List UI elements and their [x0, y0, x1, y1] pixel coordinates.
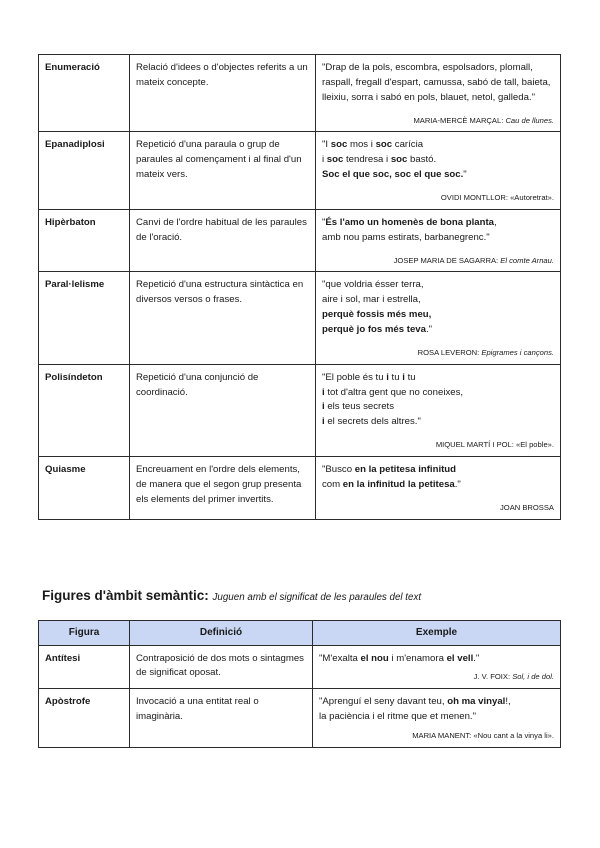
example-quote — [319, 695, 554, 725]
author-name: JOSEP MARIA DE SAGARRA: — [393, 255, 499, 265]
figure-example — [316, 364, 561, 456]
header-exemple: Exemple — [313, 621, 561, 646]
figure-definition: Relació d'idees o d'objectes referits a un mateix concepte. — [130, 55, 316, 132]
figure-definition: Encreuament en l'ordre dels elements, de manera que el segon grup presenta els elements del primer invertits. — [130, 457, 316, 520]
quote-segment: ." — [425, 324, 433, 336]
quote-segment: soc — [330, 139, 348, 151]
quote-segment: " — [322, 216, 326, 228]
quote-segment: i — [402, 371, 405, 383]
author-name: MARIA MANENT: «Nou cant a la vinya li». — [412, 730, 554, 740]
figure-example — [316, 132, 561, 209]
quote-segment: perquè jo fos més teva — [322, 324, 426, 336]
table-row — [39, 645, 561, 689]
figure-definition: Canvi de l'ordre habitual de les paraules de l'oració. — [130, 209, 316, 272]
header-definicio: Definició — [130, 621, 313, 646]
work-title: Cau de llunes. — [505, 115, 554, 125]
example-quote — [322, 138, 554, 183]
quote-segment: tot d'altra gent que no coneixes, — [324, 386, 464, 398]
figure-term: Apòstrofe — [39, 689, 130, 748]
example-author — [319, 672, 554, 682]
figure-example — [316, 209, 561, 272]
figure-definition: Repetició d'una conjunció de coordinació. — [130, 364, 316, 456]
author-name: JOAN BROSSA — [499, 502, 554, 512]
example-author — [322, 193, 554, 203]
author-name: MARIA-MERCÈ MARÇAL: — [413, 115, 504, 125]
quote-segment: i — [322, 416, 325, 428]
quote-segment: el nou — [360, 652, 389, 664]
example-quote — [322, 216, 554, 246]
figure-example — [316, 457, 561, 520]
quote-segment: soc — [326, 154, 344, 166]
quote-segment: soc — [375, 139, 393, 151]
example-quote — [322, 371, 554, 430]
example-quote — [322, 61, 554, 106]
section-subtitle: Juguen amb el significat de les paraules del text — [212, 592, 422, 603]
quote-segment: la paciència i el ritme que et menen." — [319, 711, 476, 723]
quote-segment: " — [463, 169, 467, 181]
quote-segment: els teus secrets — [324, 401, 394, 413]
example-author — [322, 348, 554, 358]
figures-table — [38, 54, 561, 520]
quote-segment: ." — [454, 478, 461, 490]
quote-segment: carícia — [392, 139, 424, 151]
author-name: ROSA LEVERON: — [417, 347, 480, 357]
quote-segment: oh ma vinyal — [447, 696, 506, 708]
example-author — [322, 503, 554, 513]
work-title: Epigrames i cançons. — [481, 347, 554, 357]
quote-segment: i — [322, 386, 325, 398]
example-quote — [322, 463, 554, 493]
semantic-figures-table — [38, 620, 561, 748]
author-name: MIQUEL MARTÍ I POL: «El poble». — [435, 440, 554, 450]
figure-term: Quiasme — [39, 457, 130, 520]
quote-segment: perquè fossis més meu, — [322, 309, 432, 321]
figure-term: Enumeració — [39, 55, 130, 132]
quote-segment: i m'enamora — [388, 652, 447, 664]
example-quote — [322, 278, 554, 337]
author-name: OVIDI MONTLLOR: «Autoretrat». — [440, 193, 554, 203]
quote-segment: "Aprenguí el seny davant teu, — [319, 696, 448, 708]
table-row — [39, 209, 561, 272]
quote-segment: amb nou pams estirats, barbanegrenc." — [322, 231, 490, 243]
figure-example — [313, 645, 561, 689]
quote-segment: tendresa i — [343, 154, 391, 166]
quote-segment: "I — [322, 139, 331, 151]
example-quote — [319, 652, 554, 667]
figure-definition: Invocació a una entitat real o imaginària. — [130, 689, 313, 748]
table-row — [39, 55, 561, 132]
table-row — [39, 689, 561, 748]
example-author — [319, 731, 554, 741]
work-title: Sol, i de dol. — [512, 672, 554, 682]
figure-example — [313, 689, 561, 748]
quote-segment: "que voldria ésser terra, — [322, 279, 424, 291]
quote-segment: i — [322, 401, 325, 413]
table-row — [39, 457, 561, 520]
quote-segment: en la petitesa infinitud — [354, 464, 457, 476]
figure-term: Paral·lelisme — [39, 272, 130, 364]
work-title: El comte Arnau. — [500, 255, 554, 265]
figure-term: Hipèrbaton — [39, 209, 130, 272]
quote-segment: "M'exalta — [319, 652, 361, 664]
section-title: Figures d'àmbit semàntic: — [42, 588, 209, 603]
quote-segment: !, — [505, 696, 511, 708]
quote-segment: mos i — [347, 139, 376, 151]
quote-segment: i — [386, 371, 389, 383]
quote-segment: el vell — [446, 652, 474, 664]
quote-segment: "El poble és tu — [322, 371, 387, 383]
quote-segment: tu — [388, 371, 403, 383]
quote-segment: "Busco — [322, 464, 355, 476]
author-name: J. V. FOIX: — [473, 672, 511, 682]
figure-term: Polisíndeton — [39, 364, 130, 456]
figure-term: Epanadiplosi — [39, 132, 130, 209]
figure-term: Antítesi — [39, 645, 130, 689]
quote-segment: el secrets dels altres." — [324, 416, 421, 428]
example-author — [322, 256, 554, 266]
quote-segment: com — [322, 478, 343, 490]
table-header-row — [39, 621, 561, 646]
example-author — [322, 440, 554, 450]
quote-segment: i — [322, 154, 327, 166]
figure-example — [316, 272, 561, 364]
quote-segment: aire i sol, mar i estrella, — [322, 294, 421, 306]
quote-segment: És l'amo un homenès de bona planta — [325, 216, 495, 228]
figure-definition: Contraposició de dos mots o sintagmes de significat oposat. — [130, 645, 313, 689]
section-heading — [42, 588, 421, 603]
quote-segment: tu — [404, 371, 416, 383]
table-row — [39, 132, 561, 209]
quote-segment: bastó. — [407, 154, 437, 166]
quote-segment: ." — [473, 652, 480, 664]
example-author — [322, 116, 554, 126]
quote-segment: Soc el que soc, soc el que soc. — [322, 169, 464, 181]
quote-segment: soc — [390, 154, 408, 166]
quote-segment: en la infinitud la petitesa — [342, 478, 455, 490]
quote-segment: , — [494, 216, 497, 228]
header-figura: Figura — [39, 621, 130, 646]
figure-definition: Repetició d'una paraula o grup de paraules al començament i al final d'un mateix vers. — [130, 132, 316, 209]
figure-definition: Repetició d'una estructura sintàctica en diversos versos o frases. — [130, 272, 316, 364]
table-row — [39, 272, 561, 364]
table-row — [39, 364, 561, 456]
quote-segment: "Drap de la pols, escombra, espolsadors, plomall, raspall, fregall d'espart, camussa, sabó de tall, baieta, lleixiu, sorra i sabó en pols, blauet, netol, galleda." — [322, 62, 551, 103]
figure-example — [316, 55, 561, 132]
